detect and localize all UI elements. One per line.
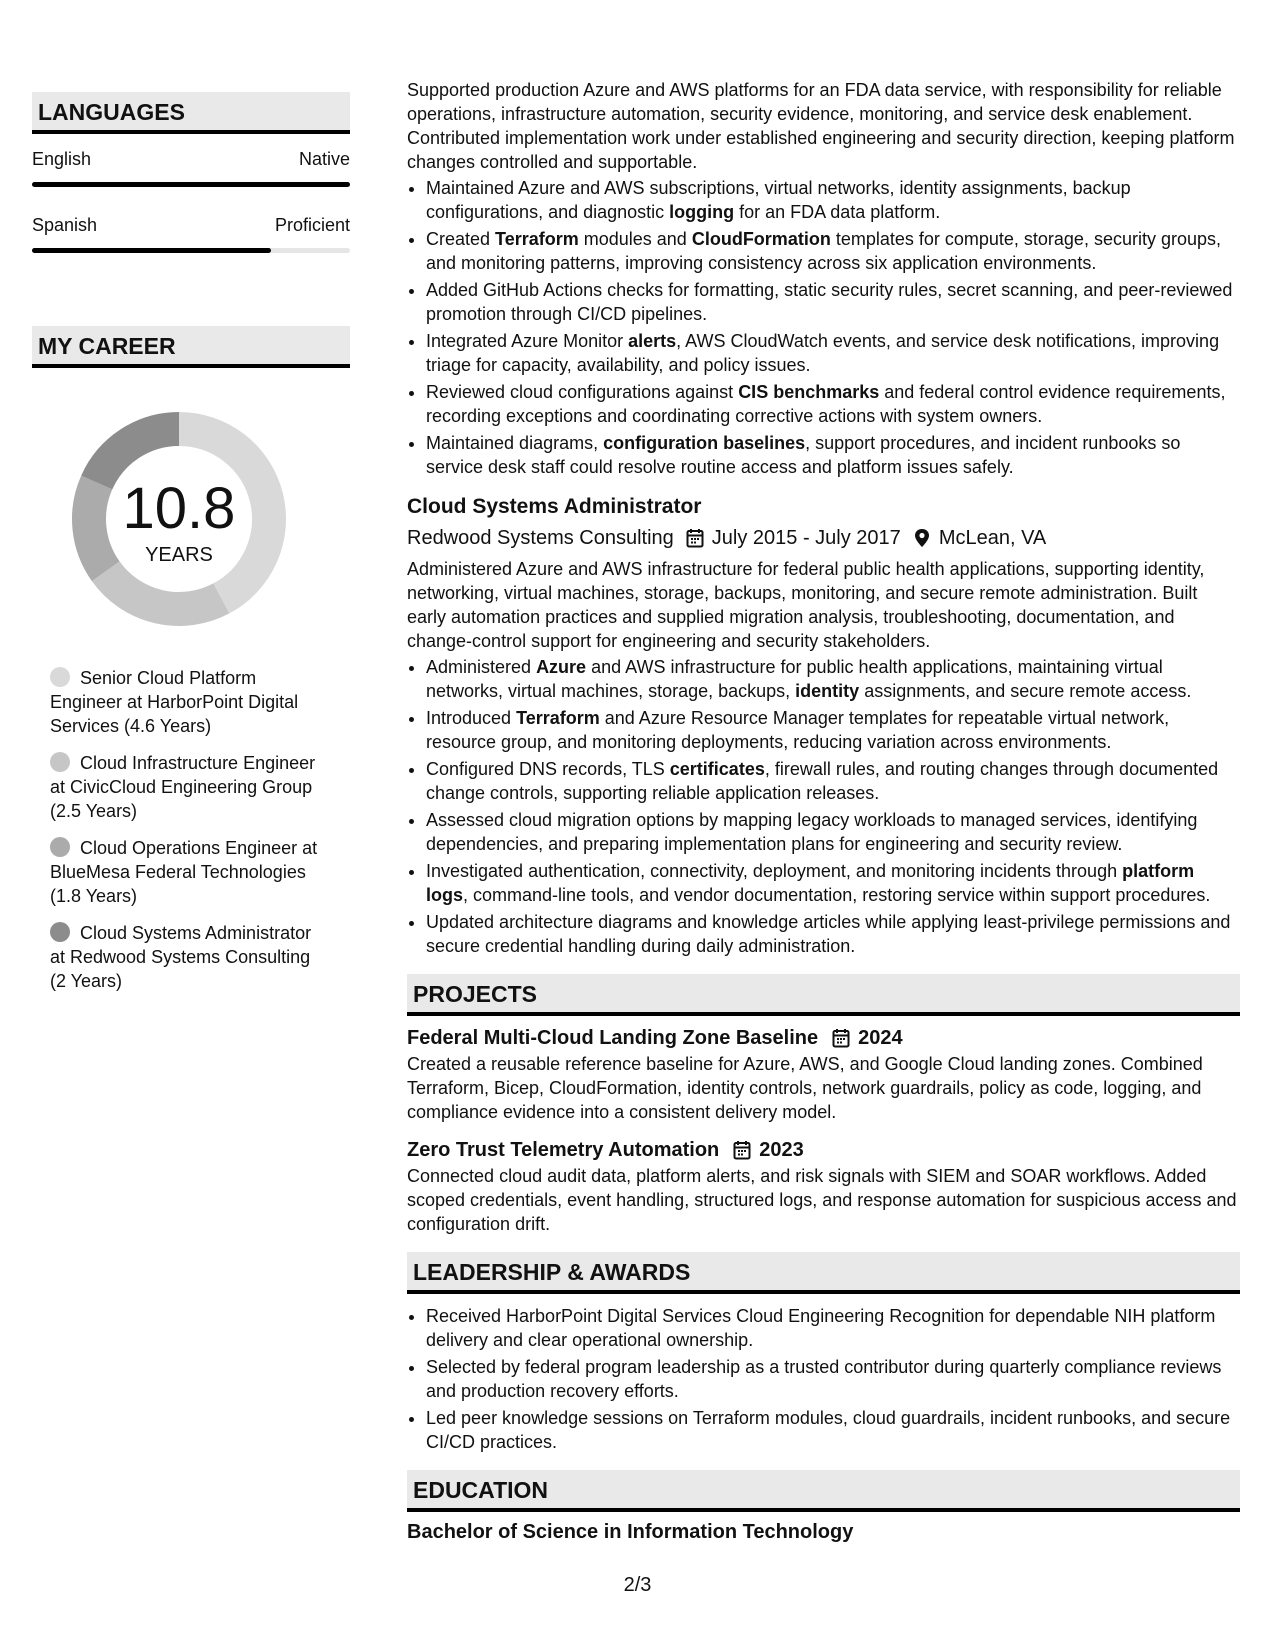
company-name: Redwood Systems Consulting [407, 527, 674, 549]
career-donut-chart [66, 406, 292, 632]
bullet-item: • Added GitHub Actions checks for formatting, static security rules, secret scanning, and peer-reviewed promotion through CI/CD pipelines. [426, 278, 1240, 326]
legend-swatch [50, 752, 70, 772]
project-description: Created a reusable reference baseline for Azure, AWS, and Google Cloud landing zones. Combined Terraform, Bicep, CloudFormation, identity controls, network guardrails, policy as code, logging, and compliance evidence into a consistent delivery model. [407, 1054, 1203, 1122]
page-number: 2/3 [623, 1574, 652, 1596]
bullet-item: • Administered Azure and AWS infrastructure for public health applications, maintaining virtual networks, virtual machines, storage, backups, identity assignments, and secure remote access. [426, 655, 1240, 703]
language-bar [32, 182, 350, 187]
career-heading: MY CAREER [32, 326, 350, 368]
bullet-item: • Integrated Azure Monitor alerts, AWS CloudWatch events, and service desk notifications, improving triage for capacity, availability, and policy issues. [426, 329, 1240, 377]
job-bullets [407, 655, 1240, 958]
awards-section [407, 1252, 1240, 1454]
award-item: • Led peer knowledge sessions on Terraform modules, cloud guardrails, incident runbooks, and secure CI/CD practices. [426, 1406, 1240, 1454]
job-location: McLean, VA [938, 527, 1047, 549]
career-legend [50, 666, 320, 1006]
language-bar-fill [32, 248, 271, 253]
projects-section [407, 974, 1240, 1236]
languages-heading: LANGUAGES [32, 92, 350, 134]
bullet-item: • Introduced Terraform and Azure Resource Manager templates for repeatable virtual network, resource group, and monitoring deployments, reducing variation across environments. [426, 706, 1240, 754]
career-legend-item: Cloud Infrastructure Engineer at CivicCloud Engineering Group (2.5 Years) [50, 753, 316, 821]
project-description: Connected cloud audit data, platform alerts, and risk signals with SIEM and SOAR workflows. Added scoped credentials, event handling, structured logs, and response automation for suspicious access and configuration drift. [407, 1166, 1237, 1234]
right-column [407, 78, 1240, 1546]
language-level: Proficient [274, 215, 350, 235]
calendar-icon [733, 1140, 751, 1160]
awards-list [407, 1304, 1240, 1454]
job-bullets [407, 176, 1240, 479]
calendar-icon [686, 528, 704, 548]
language-name: Spanish [32, 215, 98, 235]
job-dates: July 2015 - July 2017 [711, 527, 901, 549]
legend-swatch [50, 837, 70, 857]
job-summary: Supported production Azure and AWS platforms for an FDA data service, with responsibility for reliable operations, infrastructure automation, security evidence, monitoring, and service desk enablement. Contributed implementation work under established engineering and security direction, keeping platform changes controlled and supportable. [407, 80, 1235, 172]
career-total-years: 10.8 [122, 476, 236, 541]
legend-swatch [50, 667, 70, 687]
bullet-item: • Updated architecture diagrams and knowledge articles while applying least-privilege permissions and secure credential handling during daily administration. [426, 910, 1240, 958]
language-name: English [32, 149, 92, 169]
bullet-item: • Maintained diagrams, configuration baselines, support procedures, and incident runbooks so service desk staff could resolve routine access and platform issues safely. [426, 431, 1240, 479]
award-item: • Received HarborPoint Digital Services Cloud Engineering Recognition for dependable NIH platform delivery and clear operational ownership. [426, 1304, 1240, 1352]
career-legend-item: Senior Cloud Platform Engineer at HarborPoint Digital Services (4.6 Years) [50, 668, 299, 736]
map-pin-icon [913, 528, 931, 548]
bullet-item: • Configured DNS records, TLS certificates, firewall rules, and routing changes through documented change controls, supporting reliable application releases. [426, 757, 1240, 805]
bullet-item: • Investigated authentication, connectivity, deployment, and monitoring incidents through platform logs, command-line tools, and vendor documentation, restoring service within support procedures. [426, 859, 1240, 907]
project-title: Zero Trust Telemetry Automation 2023 [407, 1136, 1240, 1164]
project-title: Federal Multi-Cloud Landing Zone Baseline 2024 [407, 1024, 1240, 1052]
job-meta [407, 524, 1240, 552]
project-year: 2023 [759, 1139, 804, 1161]
career-years-unit: YEARS [145, 544, 213, 566]
calendar-icon [832, 1028, 850, 1048]
project-year: 2024 [858, 1027, 903, 1049]
bullet-item: • Maintained Azure and AWS subscriptions, virtual networks, identity assignments, backup configurations, and diagnostic logging for an FDA data platform. [426, 176, 1240, 224]
projects-heading: PROJECTS [407, 974, 1240, 1016]
language-english [32, 148, 350, 187]
education-section [407, 1470, 1240, 1546]
language-spanish [32, 214, 350, 253]
education-heading: EDUCATION [407, 1470, 1240, 1512]
career-legend-item: Cloud Operations Engineer at BlueMesa Federal Technologies (1.8 Years) [50, 838, 318, 906]
bullet-item: • Reviewed cloud configurations against CIS benchmarks and federal control evidence requirements, recording exceptions and coordinating corrective actions with system owners. [426, 380, 1240, 428]
language-level: Native [298, 149, 350, 169]
award-item: • Selected by federal program leadership as a trusted contributor during quarterly compliance reviews and production recovery efforts. [426, 1355, 1240, 1403]
career-legend-item: Cloud Systems Administrator at Redwood Systems Consulting (2 Years) [50, 923, 312, 991]
legend-swatch [50, 922, 70, 942]
language-bar-fill [32, 182, 350, 187]
awards-heading: LEADERSHIP & AWARDS [407, 1252, 1240, 1294]
job-summary: Administered Azure and AWS infrastructure for federal public health applications, supporting identity, networking, virtual machines, storage, backups, monitoring, and secure remote administration. Built early automation practices and supplied migration analysis, troubleshooting, documentation, and change-control support for engineering and security stakeholders. [407, 559, 1205, 651]
bullet-item: • Assessed cloud migration options by mapping legacy workloads to managed services, identifying dependencies, and preparing implementation plans for engineering and security review. [426, 808, 1240, 856]
bullet-item: • Created Terraform modules and CloudFormation templates for compute, storage, security groups, and monitoring patterns, improving consistency across six application environments. [426, 227, 1240, 275]
degree-title: Bachelor of Science in Information Technology [407, 1521, 854, 1543]
job-title: Cloud Systems Administrator [407, 495, 702, 518]
language-bar [32, 248, 350, 253]
